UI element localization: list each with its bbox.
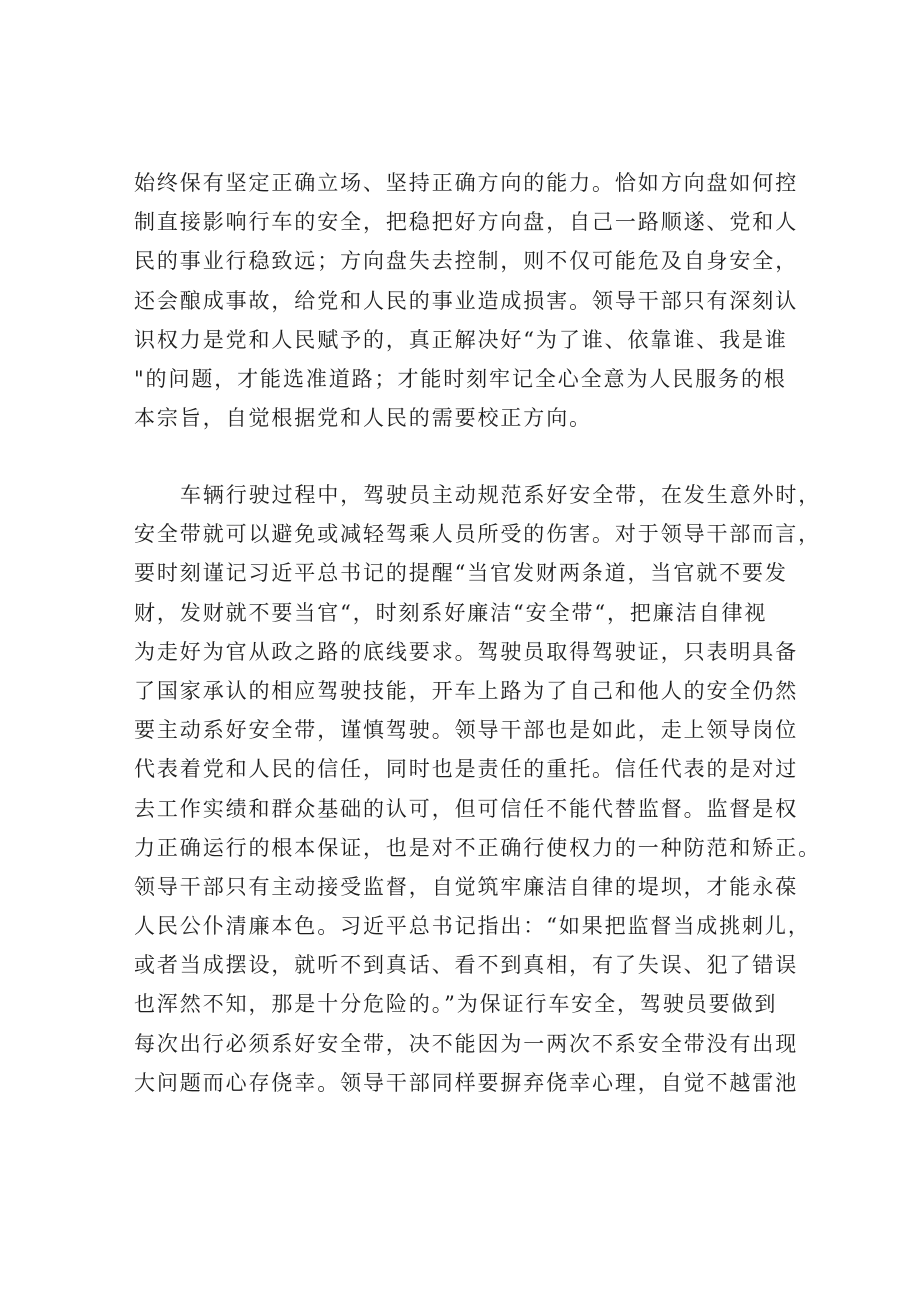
text-line: 也浑然不知，那是十分危险的。”为保证行车安全，驾驶员要做到 xyxy=(134,992,778,1017)
text-line: 要时刻谨记习近平总书记的提醒“当官发财两条道，当官就不要发 xyxy=(134,561,788,586)
text-line: 识权力是党和人民赋予的，真正解决好“为了谁、依靠谁、我是谁 xyxy=(134,327,788,352)
text-line: 了国家承认的相应驾驶技能，开车上路为了自己和他人的安全仍然 xyxy=(134,678,799,703)
text-line: 始终保有坚定正确立场、坚持正确方向的能力。恰如方向盘如何控 xyxy=(134,171,799,195)
text-line: 安全带就可以避免或减轻驾乘人员所受的伤害。对于领导干部而言， xyxy=(134,522,821,547)
text-line: 或者当成摆设，就听不到真话、看不到真相，有了失误、犯了错误 xyxy=(134,953,799,978)
text-line: 代表着党和人民的信任，同时也是责任的重托。信任代表的是对过 xyxy=(134,757,799,782)
text-line: 还会酿成事故，给党和人民的事业造成损害。领导干部只有深刻认 xyxy=(134,288,799,313)
text-line: 制直接影响行车的安全，把稳把好方向盘，自己一路顺遂、党和人 xyxy=(134,210,799,235)
text-line: 民的事业行稳致远；方向盘失去控制，则不仅可能危及自身安全， xyxy=(134,249,799,274)
text-line: 力正确运行的根本保证，也是对不正确行使权力的一种防范和矫正。 xyxy=(134,835,821,860)
text-line: 人民公仆清廉本色。习近平总书记指出：“如果把监督当成挑刺儿， xyxy=(134,914,811,939)
text-line: 大问题而心存侥幸。领导干部同样要摒弃侥幸心理，自觉不越雷池 xyxy=(134,1070,799,1095)
text-line: 本宗旨，自觉根据党和人民的需要校正方向。 xyxy=(134,406,592,431)
text-line: 车辆行驶过程中，驾驶员主动规范系好安全带，在发生意外时， xyxy=(180,483,822,507)
text-line: 要主动系好安全带，谨慎驾驶。领导干部也是如此，走上领导岗位 xyxy=(134,718,799,743)
text-line: "的问题，才能选准道路；才能时刻牢记全心全意为人民服务的根 xyxy=(134,366,787,391)
paragraph-1 xyxy=(134,164,799,438)
text-line: 财，发财就不要当官“，时刻系好廉洁“安全带“，把廉洁自律视 xyxy=(134,600,768,625)
text-line: 领导干部只有主动接受监督，自觉筑牢廉洁自律的堤坝，才能永葆 xyxy=(134,874,799,899)
text-line: 每次出行必须系好安全带，决不能因为一两次不系安全带没有出现 xyxy=(134,1031,799,1056)
text-line: 为走好为官从政之路的底线要求。驾驶员取得驾驶证，只表明具备 xyxy=(134,639,799,664)
paragraph-2 xyxy=(134,476,822,1103)
text-line: 去工作实绩和群众基础的认可，但可信任不能代替监督。监督是权 xyxy=(134,796,799,821)
